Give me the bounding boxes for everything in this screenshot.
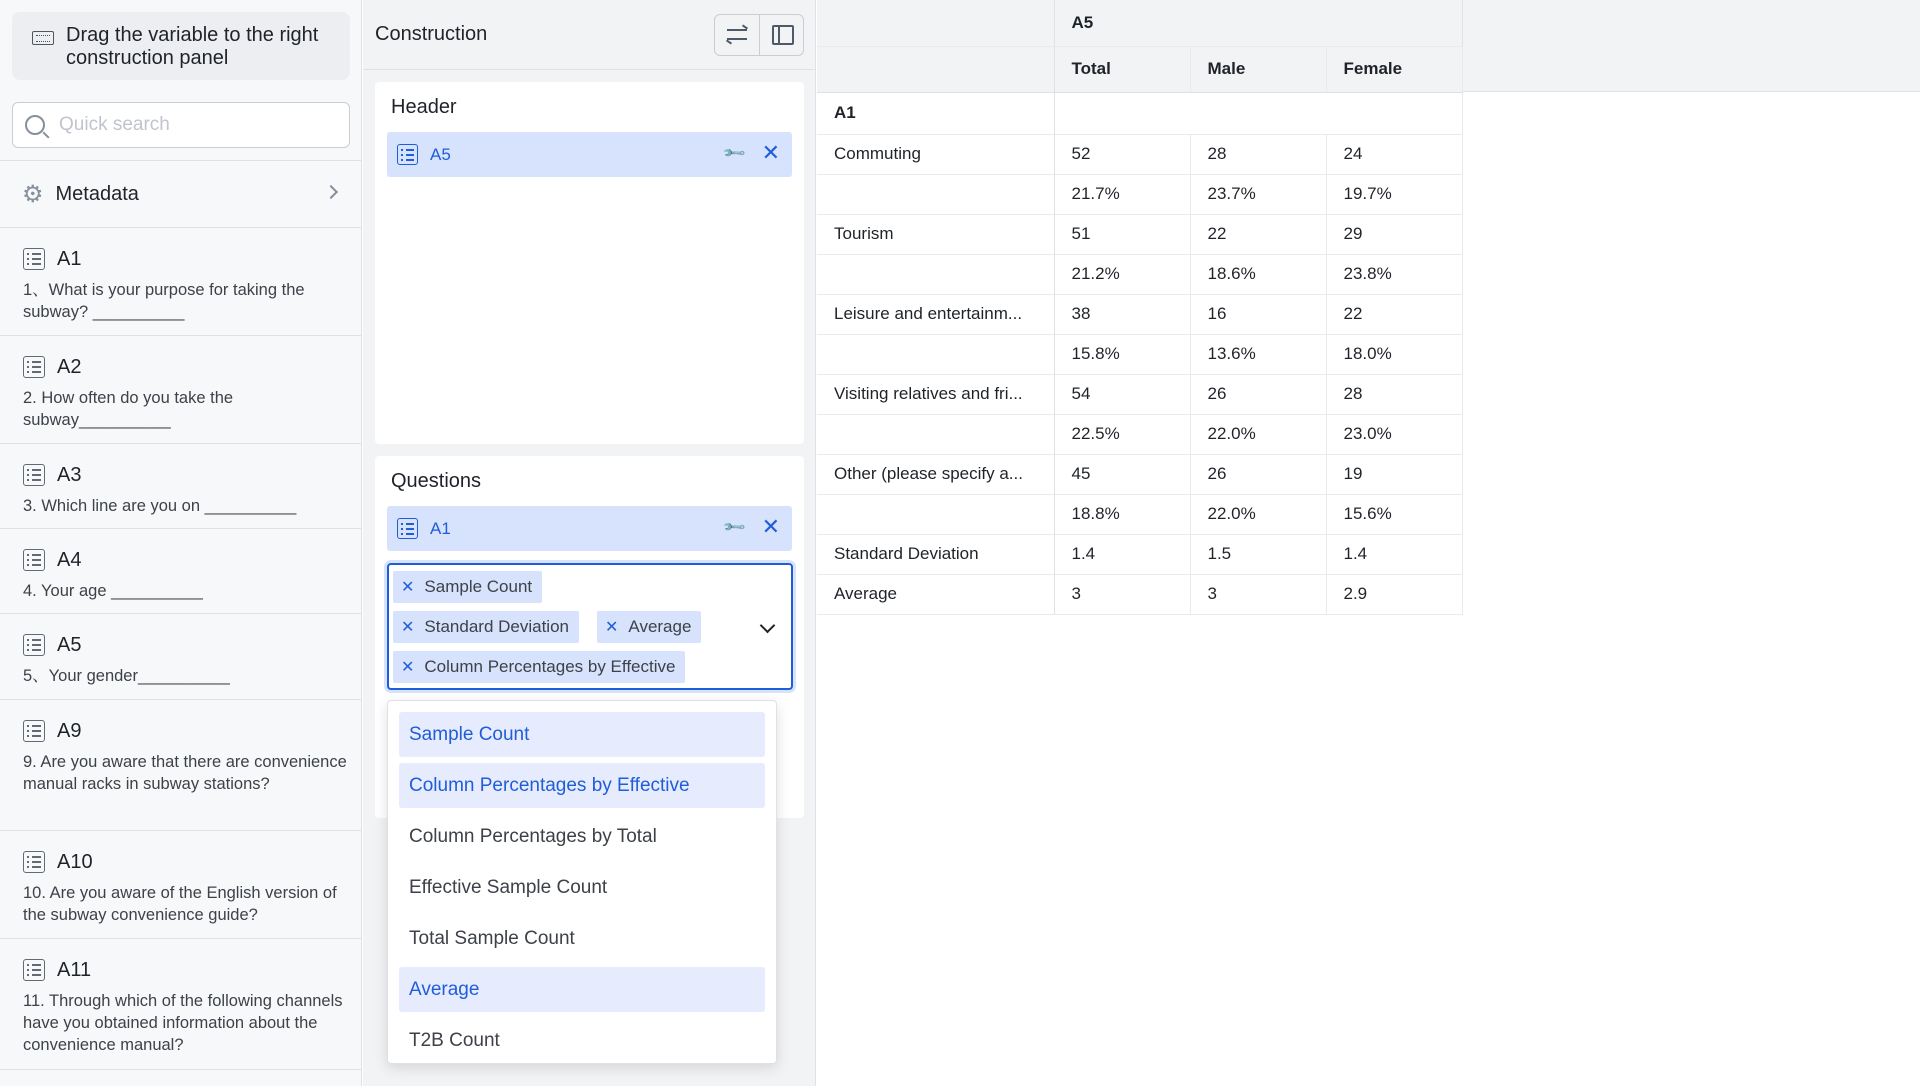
- list-icon: [23, 851, 45, 873]
- empty-cell: [1054, 92, 1462, 134]
- pct-cell: 18.6%: [1190, 254, 1326, 294]
- option-effective-sample-count[interactable]: Effective Sample Count: [409, 876, 608, 898]
- chip-label: A1: [430, 518, 451, 538]
- crosstab-area: [817, 0, 1920, 1086]
- variable-code: A5: [57, 633, 82, 656]
- list-icon: [23, 959, 45, 981]
- variable-question: 4. Your age __________: [23, 582, 203, 600]
- stat-tag-label: Sample Count: [424, 577, 533, 596]
- variable-code: A11: [57, 958, 92, 981]
- row-label: Leisure and entertainm...: [817, 294, 1054, 334]
- row-var-cell: A1: [817, 92, 1054, 134]
- list-icon: [23, 549, 45, 571]
- gear-icon: ⚙: [22, 180, 44, 208]
- row-label: [817, 174, 1054, 214]
- statistics-multiselect[interactable]: [387, 563, 793, 690]
- variables-panel: [0, 0, 362, 1086]
- close-icon[interactable]: ✕: [761, 514, 780, 539]
- list-icon: [397, 518, 418, 539]
- stat-tag[interactable]: [597, 611, 701, 643]
- wrench-icon[interactable]: 🔧: [722, 514, 748, 540]
- table-row: [817, 494, 1462, 534]
- panel-icon: [772, 25, 794, 45]
- stat-tag[interactable]: [393, 611, 579, 643]
- chevron-down-icon[interactable]: [760, 618, 776, 634]
- variable-question: 3. Which line are you on __________: [23, 497, 297, 515]
- toggle-panel-button[interactable]: [759, 15, 803, 55]
- row-label: Tourism: [817, 214, 1054, 254]
- pct-cell: 18.0%: [1326, 334, 1462, 374]
- pct-cell: 23.0%: [1326, 414, 1462, 454]
- variable-question: 9. Are you aware that there are convenience manual racks in subway stations?: [23, 753, 347, 793]
- variable-code: A1: [57, 247, 82, 270]
- table-row: [817, 174, 1462, 214]
- avg-cell: 3: [1190, 574, 1326, 614]
- count-cell: 28: [1326, 374, 1462, 414]
- variable-question: 1、What is your purpose for taking the subway? __________: [23, 281, 305, 321]
- table-row: [817, 334, 1462, 374]
- variable-code: A2: [57, 355, 82, 378]
- table-row: [817, 134, 1462, 174]
- count-cell: 24: [1326, 134, 1462, 174]
- list-icon: [397, 144, 418, 165]
- count-cell: 54: [1054, 374, 1190, 414]
- row-label: [817, 254, 1054, 294]
- column-header: Total: [1054, 46, 1190, 92]
- count-cell: 16: [1190, 294, 1326, 334]
- count-cell: 22: [1190, 214, 1326, 254]
- metadata-row[interactable]: [0, 160, 362, 228]
- row-label: [817, 494, 1054, 534]
- wrench-icon[interactable]: 🔧: [722, 140, 748, 166]
- corner-cell: [817, 0, 1054, 46]
- header-var-cell: A5: [1054, 0, 1462, 46]
- row-label: Visiting relatives and fri...: [817, 374, 1054, 414]
- list-icon: [23, 248, 45, 270]
- variable-code: A10: [57, 850, 93, 873]
- variable-code: A3: [57, 463, 82, 486]
- variable-item-a11[interactable]: [0, 939, 362, 1070]
- toolbar-buttons: [714, 14, 804, 56]
- count-cell: 19: [1326, 454, 1462, 494]
- avg-cell: 2.9: [1326, 574, 1462, 614]
- column-header: Male: [1190, 46, 1326, 92]
- option-average[interactable]: Average: [399, 967, 765, 1012]
- header-variable-chip[interactable]: [387, 132, 792, 177]
- count-cell: 45: [1054, 454, 1190, 494]
- remove-tag-icon[interactable]: ✕: [605, 619, 619, 636]
- list-icon: [23, 464, 45, 486]
- swap-axes-button[interactable]: [715, 15, 759, 55]
- row-label: Other (please specify a...: [817, 454, 1054, 494]
- corner-cell: [817, 46, 1054, 92]
- variable-question: 10. Are you aware of the English version of the subway convenience guide?: [23, 884, 337, 924]
- variable-item-a3[interactable]: [0, 444, 362, 529]
- table-row: [817, 294, 1462, 334]
- stat-tag[interactable]: [393, 571, 542, 603]
- variable-item-a9[interactable]: [0, 700, 362, 831]
- questions-section-title: Questions: [391, 470, 482, 492]
- option-t2b-count[interactable]: T2B Count: [409, 1029, 500, 1051]
- variable-item-a4[interactable]: [0, 529, 362, 614]
- pct-cell: 19.7%: [1326, 174, 1462, 214]
- option-col-pct-effective[interactable]: Column Percentages by Effective: [399, 763, 765, 808]
- crosstab-table: [817, 0, 1463, 615]
- row-var-row: [817, 92, 1462, 134]
- keyboard-icon: [32, 31, 54, 45]
- table-row: [817, 254, 1462, 294]
- stat-tag-label: Standard Deviation: [424, 617, 569, 636]
- search-input[interactable]: [59, 114, 339, 136]
- stat-tag-label: Column Percentages by Effective: [424, 657, 676, 676]
- std-cell: 1.4: [1054, 534, 1190, 574]
- count-cell: 51: [1054, 214, 1190, 254]
- variable-item-a5[interactable]: [0, 614, 362, 700]
- chevron-right-icon: [324, 185, 338, 199]
- std-cell: 1.5: [1190, 534, 1326, 574]
- count-cell: 52: [1054, 134, 1190, 174]
- header-section-title: Header: [391, 96, 457, 118]
- option-sample-count[interactable]: Sample Count: [399, 712, 765, 757]
- remove-tag-icon[interactable]: ✕: [401, 619, 415, 636]
- remove-tag-icon[interactable]: ✕: [401, 659, 415, 676]
- close-icon[interactable]: ✕: [761, 140, 780, 165]
- list-icon: [23, 356, 45, 378]
- quick-search[interactable]: [12, 102, 350, 148]
- row-label: Average: [817, 574, 1054, 614]
- std-row: [817, 534, 1462, 574]
- row-label: [817, 334, 1054, 374]
- variable-code: A4: [57, 548, 82, 571]
- row-label: [817, 414, 1054, 454]
- count-cell: 26: [1190, 454, 1326, 494]
- list-icon: [23, 720, 45, 742]
- count-cell: 29: [1326, 214, 1462, 254]
- drag-hint-text: Drag the variable to the right construction panel: [66, 24, 319, 69]
- list-icon: [23, 634, 45, 656]
- option-col-pct-total[interactable]: Column Percentages by Total: [409, 825, 657, 847]
- pct-cell: 22.0%: [1190, 414, 1326, 454]
- pct-cell: 23.7%: [1190, 174, 1326, 214]
- table-header-row: [817, 0, 1462, 46]
- count-cell: 28: [1190, 134, 1326, 174]
- pct-cell: 15.6%: [1326, 494, 1462, 534]
- pct-cell: 22.0%: [1190, 494, 1326, 534]
- statistics-dropdown: [387, 700, 777, 1064]
- header-background: [1462, 0, 1920, 92]
- metadata-label: Metadata: [55, 182, 139, 205]
- construction-panel: [363, 0, 816, 1086]
- avg-row: [817, 574, 1462, 614]
- variable-question: 2. How often do you take the subway__________: [23, 389, 234, 429]
- pct-cell: 18.8%: [1054, 494, 1190, 534]
- table-row: [817, 374, 1462, 414]
- table-row: [817, 454, 1462, 494]
- variable-question: 5、Your gender__________: [23, 667, 230, 685]
- remove-tag-icon[interactable]: ✕: [401, 579, 415, 596]
- stat-tag-label: Average: [628, 617, 692, 636]
- count-cell: 38: [1054, 294, 1190, 334]
- table-row: [817, 214, 1462, 254]
- question-variable-chip[interactable]: [387, 506, 792, 551]
- construction-title: Construction: [375, 23, 488, 45]
- avg-cell: 3: [1054, 574, 1190, 614]
- variable-item-a10[interactable]: [0, 831, 362, 939]
- row-label: Standard Deviation: [817, 534, 1054, 574]
- count-cell: 22: [1326, 294, 1462, 334]
- pct-cell: 22.5%: [1054, 414, 1190, 454]
- construction-header: [363, 0, 816, 70]
- variable-item-a2[interactable]: [0, 336, 362, 444]
- pct-cell: 13.6%: [1190, 334, 1326, 374]
- stat-tag[interactable]: [393, 651, 685, 683]
- row-label: Commuting: [817, 134, 1054, 174]
- variable-item-a1[interactable]: [0, 228, 362, 336]
- search-icon: [25, 115, 45, 135]
- drag-hint: [12, 12, 350, 80]
- pct-cell: 21.7%: [1054, 174, 1190, 214]
- variable-question: 11. Through which of the following channels have you obtained information about the convenience manual?: [23, 992, 343, 1054]
- pct-cell: 15.8%: [1054, 334, 1190, 374]
- chip-label: A5: [430, 144, 451, 164]
- column-header: Female: [1326, 46, 1462, 92]
- std-cell: 1.4: [1326, 534, 1462, 574]
- header-section: [375, 82, 804, 444]
- option-total-sample-count[interactable]: Total Sample Count: [409, 927, 575, 949]
- table-row: [817, 414, 1462, 454]
- variable-code: A9: [57, 719, 82, 742]
- pct-cell: 23.8%: [1326, 254, 1462, 294]
- table-column-row: [817, 46, 1462, 92]
- pct-cell: 21.2%: [1054, 254, 1190, 294]
- count-cell: 26: [1190, 374, 1326, 414]
